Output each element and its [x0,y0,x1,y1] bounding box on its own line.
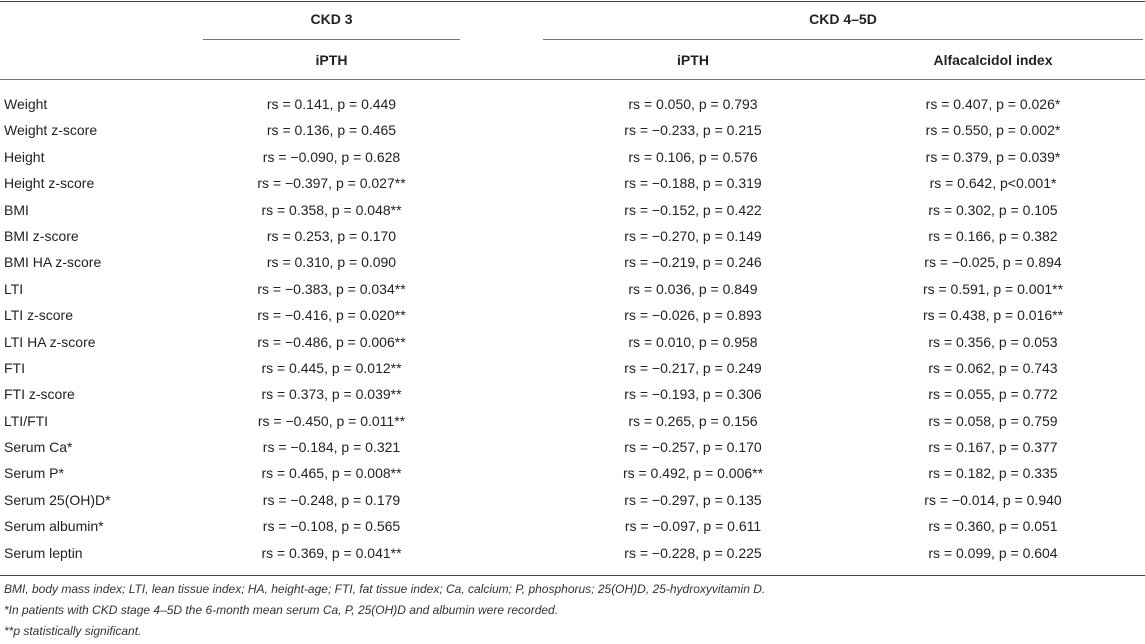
table-row [0,117,1145,143]
cell-ckd3-ipth: rs = −0.108, p = 0.565 [262,518,401,535]
row-label: Serum P* [4,465,64,482]
cell-ckd45-ipth: rs = −0.228, p = 0.225 [624,544,762,561]
cell-ckd45-alfacalcidol: rs = 0.167, p = 0.377 [928,439,1058,456]
cell-ckd45-ipth: rs = −0.217, p = 0.249 [624,359,762,376]
cell-ckd3-ipth: rs = 0.136, p = 0.465 [266,122,397,139]
cell-ckd45-alfacalcidol: rs = 0.182, p = 0.335 [928,465,1058,482]
table-row [0,249,1145,275]
cell-ckd45-ipth: rs = 0.036, p = 0.849 [628,280,758,297]
row-label: Serum Ca* [4,439,73,456]
cell-ckd45-alfacalcidol: rs = 0.058, p = 0.759 [928,412,1058,429]
cell-ckd3-ipth: rs = 0.369, p = 0.041** [261,544,402,561]
table-row [0,408,1145,434]
table-body [0,91,1145,566]
group-header-ckd3: CKD 3 [310,11,353,27]
cell-ckd45-ipth: rs = −0.270, p = 0.149 [624,227,762,244]
row-label: Weight z-score [4,122,98,139]
table-row [0,302,1145,328]
group-underline-ckd45 [543,39,1143,40]
cell-ckd45-ipth: rs = −0.188, p = 0.319 [624,175,762,192]
table-row [0,329,1145,355]
cell-ckd45-ipth: rs = 0.265, p = 0.156 [628,412,758,429]
table-row [0,513,1145,539]
row-label: FTI z-score [4,386,75,403]
row-label: LTI HA z-score [4,333,96,350]
row-label: LTI z-score [4,307,73,324]
cell-ckd45-alfacalcidol: rs = 0.591, p = 0.001** [922,280,1064,297]
cell-ckd3-ipth: rs = 0.141, p = 0.449 [266,96,397,112]
cell-ckd3-ipth: rs = −0.184, p = 0.321 [262,439,401,456]
cell-ckd45-ipth: rs = −0.297, p = 0.135 [624,491,762,508]
cell-ckd45-alfacalcidol: rs = 0.642, p<0.001* [929,175,1057,192]
row-label: Height z-score [4,175,95,192]
row-label: LTI/FTI [4,412,49,429]
table-row [0,381,1145,407]
table-row [0,91,1145,117]
row-label: BMI [4,201,29,218]
row-label: Serum leptin [4,544,83,561]
cell-ckd3-ipth: rs = −0.090, p = 0.628 [262,148,401,165]
row-label: Height [4,148,45,165]
table-row [0,460,1145,486]
row-label: LTI [4,280,24,297]
cell-ckd45-ipth: rs = 0.010, p = 0.958 [628,333,758,350]
cell-ckd45-alfacalcidol: rs = 0.062, p = 0.743 [928,359,1058,376]
cell-ckd45-alfacalcidol: rs = 0.099, p = 0.604 [928,544,1058,561]
cell-ckd45-alfacalcidol: rs = 0.379, p = 0.039* [925,148,1061,165]
cell-ckd45-alfacalcidol: rs = 0.550, p = 0.002* [925,122,1061,139]
cell-ckd3-ipth: rs = 0.253, p = 0.170 [266,227,397,244]
group-underline-ckd3 [203,39,460,40]
cell-ckd45-alfacalcidol: rs = 0.407, p = 0.026* [925,96,1061,112]
table-row [0,223,1145,249]
cell-ckd3-ipth: rs = −0.248, p = 0.179 [262,491,401,508]
footnote-abbreviations: BMI, body mass index; LTI, lean tissue index; HA, height-age; FTI, fat tissue index; Ca, calcium; P, phosphorus; 25(OH)D, 25-hydroxyvitamin D. [4,582,766,596]
row-label: FTI [4,359,25,376]
table-bottom-rule [0,575,1145,576]
cell-ckd45-ipth: rs = 0.492, p = 0.006** [622,465,764,482]
column-header-ckd45-alfacalcidol: Alfacalcidol index [933,52,1053,68]
cell-ckd45-ipth: rs = −0.152, p = 0.422 [624,201,762,218]
cell-ckd45-ipth: rs = −0.219, p = 0.246 [624,254,762,271]
cell-ckd3-ipth: rs = 0.373, p = 0.039** [261,386,402,403]
column-header-ckd45-ipth: iPTH [677,52,709,68]
table-row [0,144,1145,170]
cell-ckd45-alfacalcidol: rs = −0.014, p = 0.940 [924,491,1062,508]
table-row [0,434,1145,460]
table-top-rule [0,1,1145,2]
cell-ckd45-alfacalcidol: rs = 0.166, p = 0.382 [928,227,1058,244]
column-header-ckd3-ipth: iPTH [315,52,348,68]
cell-ckd45-alfacalcidol: rs = 0.302, p = 0.105 [928,201,1058,218]
cell-ckd3-ipth: rs = −0.397, p = 0.027** [257,175,406,192]
table-row [0,170,1145,196]
cell-ckd45-ipth: rs = −0.193, p = 0.306 [624,386,762,403]
row-label: Weight [4,96,48,112]
group-header-ckd45: CKD 4–5D [809,11,877,27]
row-label: Serum 25(OH)D* [4,491,111,508]
row-label: Serum albumin* [4,518,104,535]
cell-ckd45-ipth: rs = −0.097, p = 0.611 [624,518,762,535]
cell-ckd45-ipth: rs = −0.026, p = 0.893 [624,307,762,324]
table-row [0,276,1145,302]
table-row [0,355,1145,381]
cell-ckd3-ipth: rs = −0.486, p = 0.006** [257,333,406,350]
table-row [0,540,1145,566]
footnote-significance: **p statistically significant. [4,624,142,638]
row-label: BMI HA z-score [4,254,102,271]
cell-ckd3-ipth: rs = 0.310, p = 0.090 [266,254,397,271]
cell-ckd3-ipth: rs = 0.465, p = 0.008** [261,465,402,482]
cell-ckd45-alfacalcidol: rs = −0.025, p = 0.894 [924,254,1062,271]
cell-ckd45-alfacalcidol: rs = 0.055, p = 0.772 [928,386,1058,403]
cell-ckd3-ipth: rs = −0.450, p = 0.011** [257,412,406,429]
cell-ckd3-ipth: rs = 0.445, p = 0.012** [261,359,402,376]
cell-ckd3-ipth: rs = 0.358, p = 0.048** [261,201,402,218]
table-row [0,197,1145,223]
cell-ckd45-alfacalcidol: rs = 0.360, p = 0.051 [928,518,1058,535]
cell-ckd45-ipth: rs = −0.233, p = 0.215 [624,122,762,139]
header-rule [0,79,1145,80]
cell-ckd45-alfacalcidol: rs = 0.438, p = 0.016** [922,307,1064,324]
cell-ckd45-ipth: rs = 0.050, p = 0.793 [628,96,758,112]
cell-ckd45-alfacalcidol: rs = 0.356, p = 0.053 [928,333,1058,350]
footnote-serum: *In patients with CKD stage 4–5D the 6-month mean serum Ca, P, 25(OH)D and albumin were recorded. [4,603,559,617]
cell-ckd3-ipth: rs = −0.416, p = 0.020** [257,307,406,324]
cell-ckd3-ipth: rs = −0.383, p = 0.034** [257,280,406,297]
row-label: BMI z-score [4,227,79,244]
cell-ckd45-ipth: rs = −0.257, p = 0.170 [624,439,762,456]
cell-ckd45-ipth: rs = 0.106, p = 0.576 [628,148,758,165]
table-row [0,487,1145,513]
